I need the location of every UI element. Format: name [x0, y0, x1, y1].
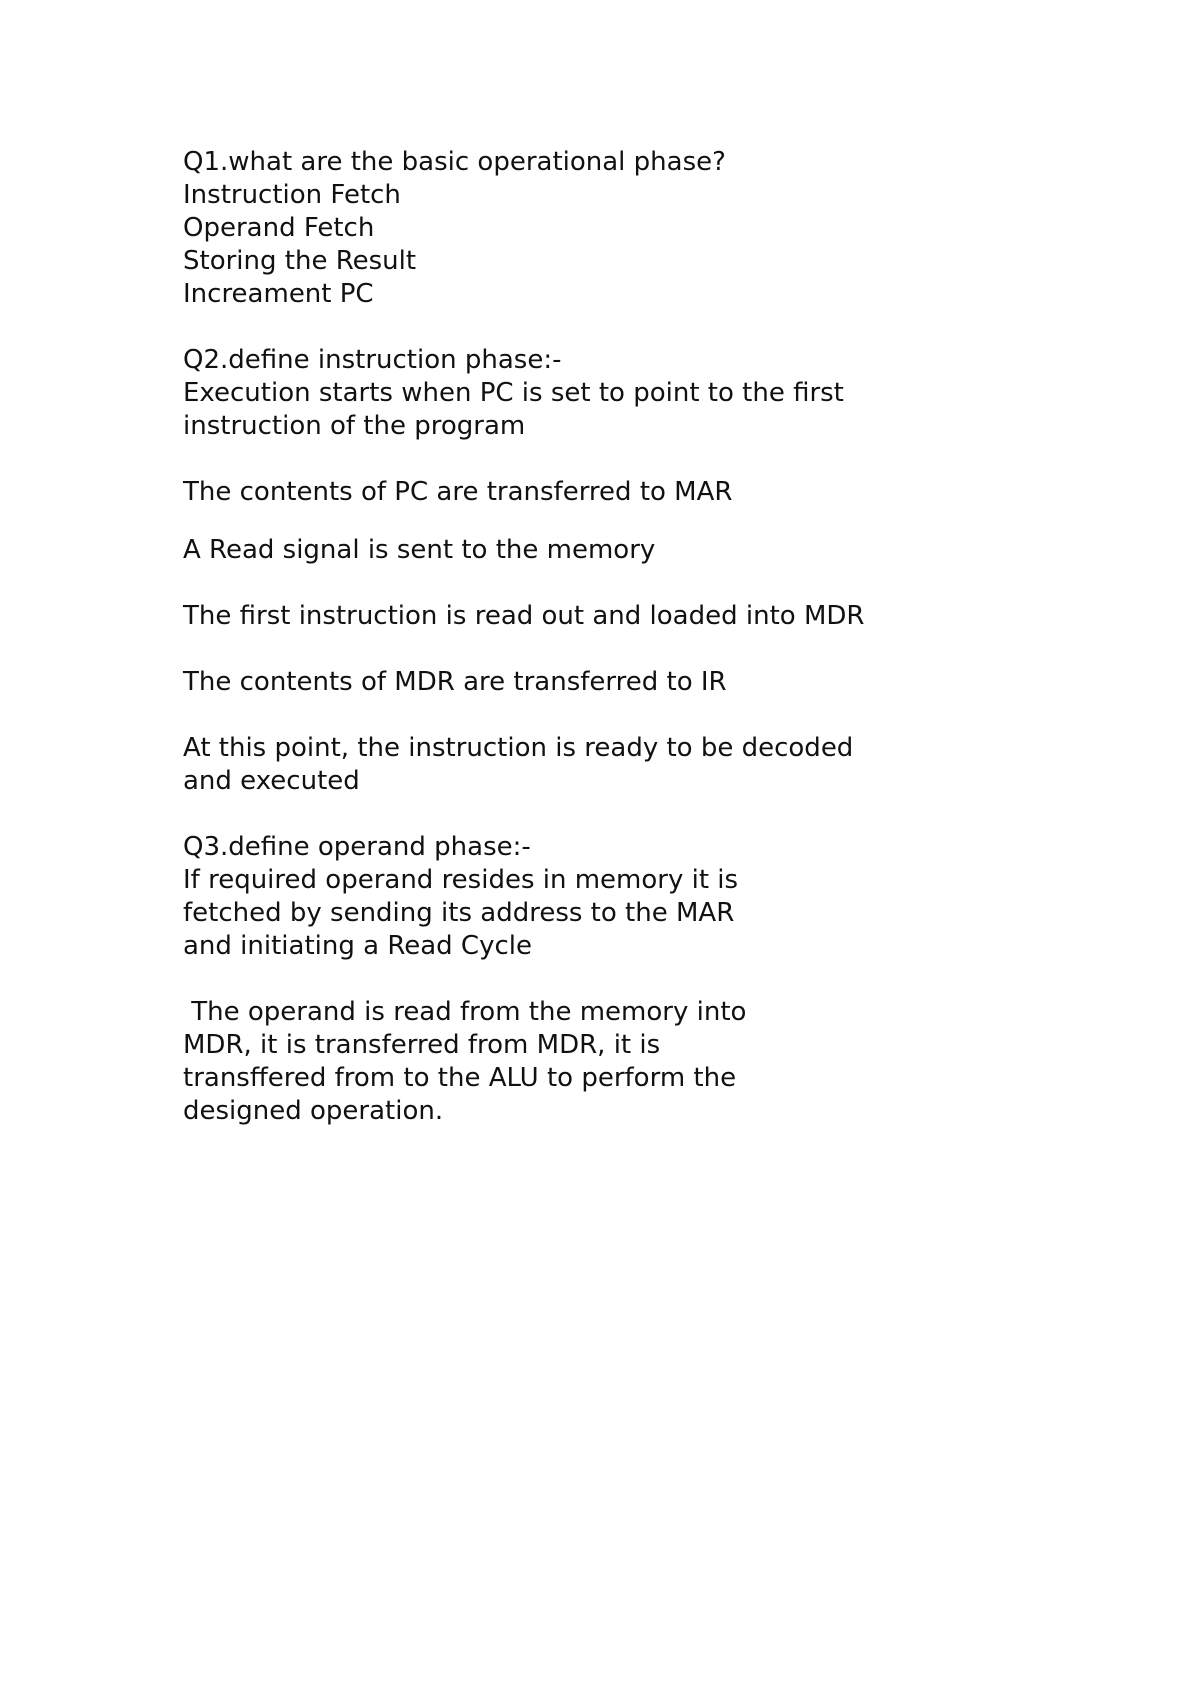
q3-paragraph-line: MDR, it is transferred from MDR, it is [183, 1030, 661, 1060]
paragraph-gap [183, 798, 1083, 831]
paragraph-gap [183, 311, 1083, 344]
paragraph-gap [183, 699, 1083, 732]
q1-answer-line: Storing the Result [183, 246, 417, 276]
q2-paragraph-line: Execution starts when PC is set to point to the first [183, 378, 844, 408]
q2-paragraph-line: The contents of PC are transferred to MAR [183, 477, 733, 507]
q3-paragraph-line: transffered from to the ALU to perform the [183, 1063, 737, 1093]
paragraph-gap [183, 567, 1083, 600]
q3-paragraph-line: The operand is read from the memory into [183, 997, 747, 1027]
q2-paragraph-line: At this point, the instruction is ready to be decoded [183, 733, 854, 763]
q2-question: Q2.define instruction phase:- [183, 345, 562, 375]
q3-question: Q3.define operand phase:- [183, 832, 531, 862]
q3-paragraph-line: and initiating a Read Cycle [183, 931, 532, 961]
q3-paragraph-line: fetched by sending its address to the MAR [183, 898, 735, 928]
paragraph-gap [183, 443, 1083, 476]
paragraph-gap [183, 633, 1083, 666]
q3-paragraph-line: designed operation. [183, 1096, 444, 1126]
q2-paragraph-line: A Read signal is sent to the memory [183, 535, 656, 565]
q1-answer-line: Operand Fetch [183, 213, 375, 243]
paragraph-gap [183, 509, 1083, 534]
q1-answer-line: Instruction Fetch [183, 180, 401, 210]
q2-paragraph-line: instruction of the program [183, 411, 526, 441]
document-body [183, 146, 1083, 1128]
q2-paragraph-line: The contents of MDR are transferred to IR [183, 667, 727, 697]
q2-paragraph-line: The first instruction is read out and loaded into MDR [183, 601, 865, 631]
q1-question: Q1.what are the basic operational phase? [183, 147, 726, 177]
paragraph-gap [183, 963, 1083, 996]
q2-paragraph-line: and executed [183, 766, 360, 796]
q1-answer-line: Increament PC [183, 279, 374, 309]
q3-paragraph-line: If required operand resides in memory it is [183, 865, 739, 895]
